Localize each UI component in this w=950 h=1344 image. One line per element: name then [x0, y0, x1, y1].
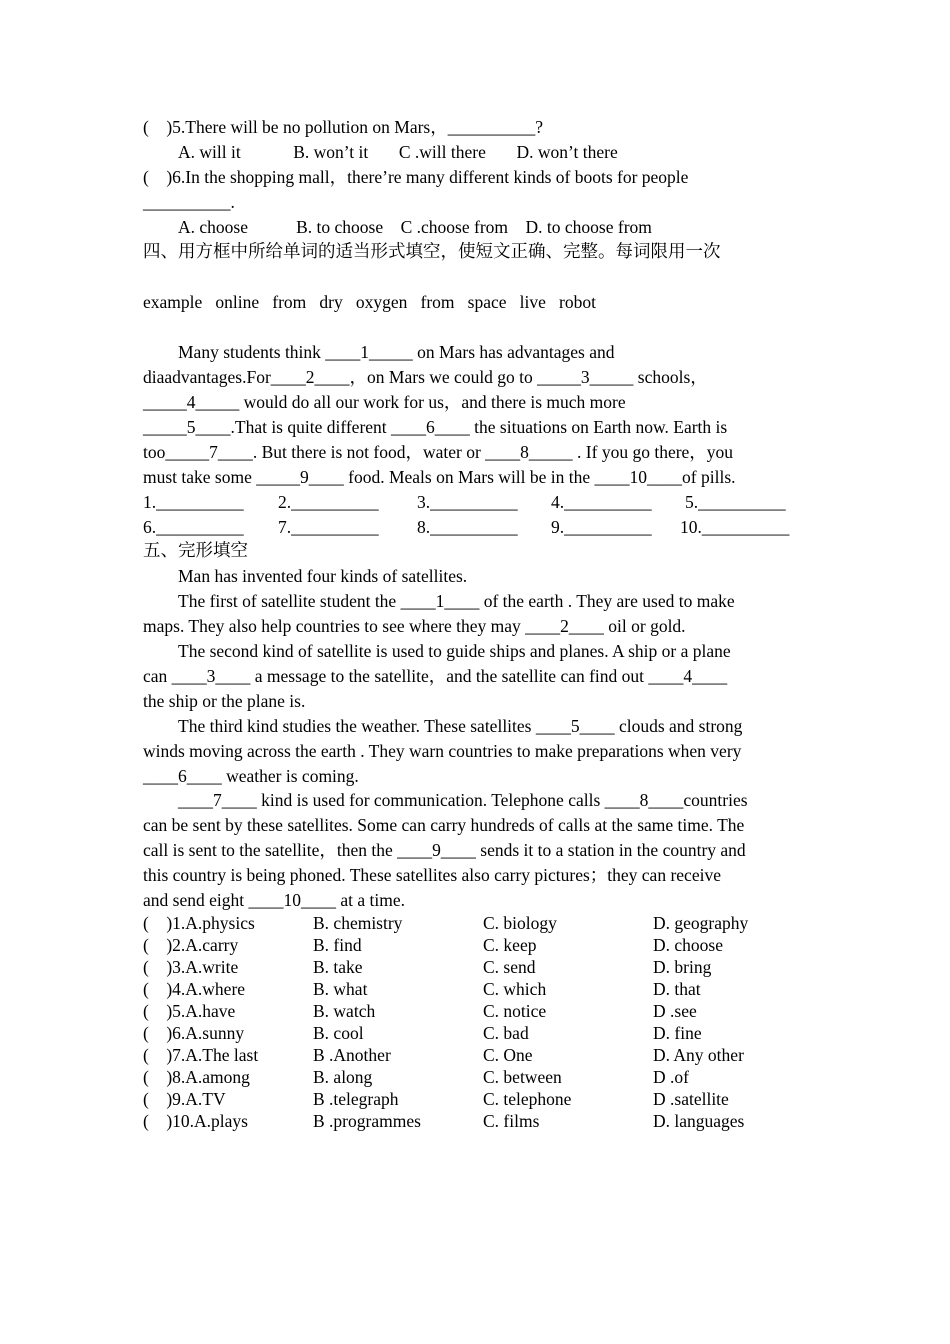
choice-a[interactable]: ( )7.A.The last	[143, 1045, 259, 1065]
cloze-line: call is sent to the satellite，then the ____9____ sends it to a station in the country and	[143, 840, 746, 860]
cloze-line: ____7____ kind is used for communication. Telephone calls ____8____countries	[178, 790, 748, 810]
passage-line: must take some _____9____ food. Meals on Mars will be in the ____10____of pills.	[143, 467, 736, 487]
choice-c[interactable]: C. films	[483, 1111, 540, 1131]
choice-a[interactable]: ( )5.A.have	[143, 1001, 236, 1021]
choice-row-6	[143, 1022, 843, 1044]
cloze-line: The third kind studies the weather. These satellites ____5____ clouds and strong	[178, 716, 743, 736]
choice-a[interactable]: ( )9.A.TV	[143, 1089, 226, 1109]
cloze-line: can ____3____ a message to the satellite，and the satellite can find out ____4____	[143, 666, 728, 686]
choice-b[interactable]: B. chemistry	[313, 913, 403, 933]
choice-row-5	[143, 1000, 843, 1022]
choice-row-3	[143, 956, 843, 978]
question-5-stem: ( )5.There will be no pollution on Mars，__________?	[143, 117, 544, 137]
choice-c[interactable]: C. notice	[483, 1001, 547, 1021]
cloze-line: can be sent by these satellites. Some can carry hundreds of calls at the same time. The	[143, 815, 745, 835]
choice-b[interactable]: B. find	[313, 935, 362, 955]
section-5-heading: 五、完形填空	[143, 541, 248, 561]
choice-d[interactable]: D .satellite	[653, 1089, 729, 1109]
choice-a[interactable]: ( )1.A.physics	[143, 913, 255, 933]
choice-d[interactable]: D. choose	[653, 935, 723, 955]
cloze-line: this country is being phoned. These satellites also carry pictures；they can receive	[143, 865, 721, 885]
choice-d[interactable]: D. Any other	[653, 1045, 744, 1065]
choice-d[interactable]: D. bring	[653, 957, 712, 977]
cloze-line: the ship or the plane is.	[143, 691, 306, 711]
choice-b[interactable]: B. along	[313, 1067, 373, 1087]
answer-blank[interactable]: 10.__________	[680, 517, 790, 537]
answer-blank[interactable]: 7.__________	[278, 517, 379, 537]
choice-row-9	[143, 1088, 843, 1110]
cloze-line: ____6____ weather is coming.	[143, 766, 359, 786]
question-5-options: A. will it B. won’t it C .will there D. won’t there	[178, 142, 618, 162]
choice-b[interactable]: B. take	[313, 957, 363, 977]
question-6-options: A. choose B. to choose C .choose from D. to choose from	[178, 217, 652, 237]
choice-d[interactable]: D. geography	[653, 913, 749, 933]
answer-blank[interactable]: 6.__________	[143, 517, 244, 537]
answer-blank[interactable]: 2.__________	[278, 492, 379, 512]
choice-c[interactable]: C. keep	[483, 935, 537, 955]
word-box: example online from dry oxygen from space live robot	[143, 292, 596, 312]
choice-row-8	[143, 1066, 843, 1088]
choice-a[interactable]: ( )6.A.sunny	[143, 1023, 245, 1043]
choice-d[interactable]: D .see	[653, 1001, 697, 1021]
passage-line: Many students think ____1_____ on Mars has advantages and	[178, 342, 615, 362]
choice-b[interactable]: B .Another	[313, 1045, 391, 1065]
choice-b[interactable]: B .programmes	[313, 1111, 421, 1131]
answer-blank[interactable]: 9.__________	[551, 517, 652, 537]
choice-c[interactable]: C. send	[483, 957, 536, 977]
choice-a[interactable]: ( )3.A.write	[143, 957, 239, 977]
passage-line: _____4_____ would do all our work for us，and there is much more	[143, 392, 626, 412]
choice-a[interactable]: ( )10.A.plays	[143, 1111, 248, 1131]
answer-blank[interactable]: 8.__________	[417, 517, 518, 537]
passage-line: diaadvantages.For____2____，on Mars we could go to _____3_____ schools，	[143, 367, 708, 387]
choice-row-2	[143, 934, 843, 956]
section-4-heading: 四、用方框中所给单词的适当形式填空，使短文正确、完整。每词限用一次	[143, 242, 721, 262]
choice-row-1	[143, 912, 843, 934]
choice-b[interactable]: B. cool	[313, 1023, 364, 1043]
choice-c[interactable]: C. telephone	[483, 1089, 572, 1109]
answer-blank[interactable]: 5.__________	[685, 492, 786, 512]
passage-line: _____5____.That is quite different ____6____ the situations on Earth now. Earth is	[143, 417, 728, 437]
cloze-line: and send eight ____10____ at a time.	[143, 890, 405, 910]
cloze-line: The first of satellite student the ____1____ of the earth . They are used to make	[178, 591, 735, 611]
answer-blank[interactable]: 3.__________	[417, 492, 518, 512]
choice-c[interactable]: C. bad	[483, 1023, 529, 1043]
choice-c[interactable]: C. One	[483, 1045, 533, 1065]
choice-row-7	[143, 1044, 843, 1066]
question-6-stem-continued: __________.	[143, 192, 235, 212]
answer-blank[interactable]: 1.__________	[143, 492, 244, 512]
cloze-line: The second kind of satellite is used to guide ships and planes. A ship or a plane	[178, 641, 731, 661]
choice-b[interactable]: B .telegraph	[313, 1089, 399, 1109]
choice-b[interactable]: B. watch	[313, 1001, 376, 1021]
choice-row-4	[143, 978, 843, 1000]
question-6-stem: ( )6.In the shopping mall，there’re many different kinds of boots for people	[143, 167, 689, 187]
passage-line: too_____7____. But there is not food，water or ____8_____ . If you go there，you	[143, 442, 734, 462]
cloze-line: winds moving across the earth . They warn countries to make preparations when very	[143, 741, 742, 761]
choice-c[interactable]: C. which	[483, 979, 547, 999]
choice-b[interactable]: B. what	[313, 979, 368, 999]
choice-c[interactable]: C. between	[483, 1067, 562, 1087]
choice-c[interactable]: C. biology	[483, 913, 557, 933]
choice-d[interactable]: D. that	[653, 979, 701, 999]
choice-row-10	[143, 1110, 843, 1132]
choice-a[interactable]: ( )8.A.among	[143, 1067, 250, 1087]
answer-blank[interactable]: 4.__________	[551, 492, 652, 512]
choice-d[interactable]: D .of	[653, 1067, 689, 1087]
choice-d[interactable]: D. languages	[653, 1111, 745, 1131]
cloze-line: maps. They also help countries to see where they may ____2____ oil or gold.	[143, 616, 686, 636]
cloze-line: Man has invented four kinds of satellites.	[178, 566, 468, 586]
choice-a[interactable]: ( )4.A.where	[143, 979, 246, 999]
choice-a[interactable]: ( )2.A.carry	[143, 935, 239, 955]
choice-d[interactable]: D. fine	[653, 1023, 702, 1043]
